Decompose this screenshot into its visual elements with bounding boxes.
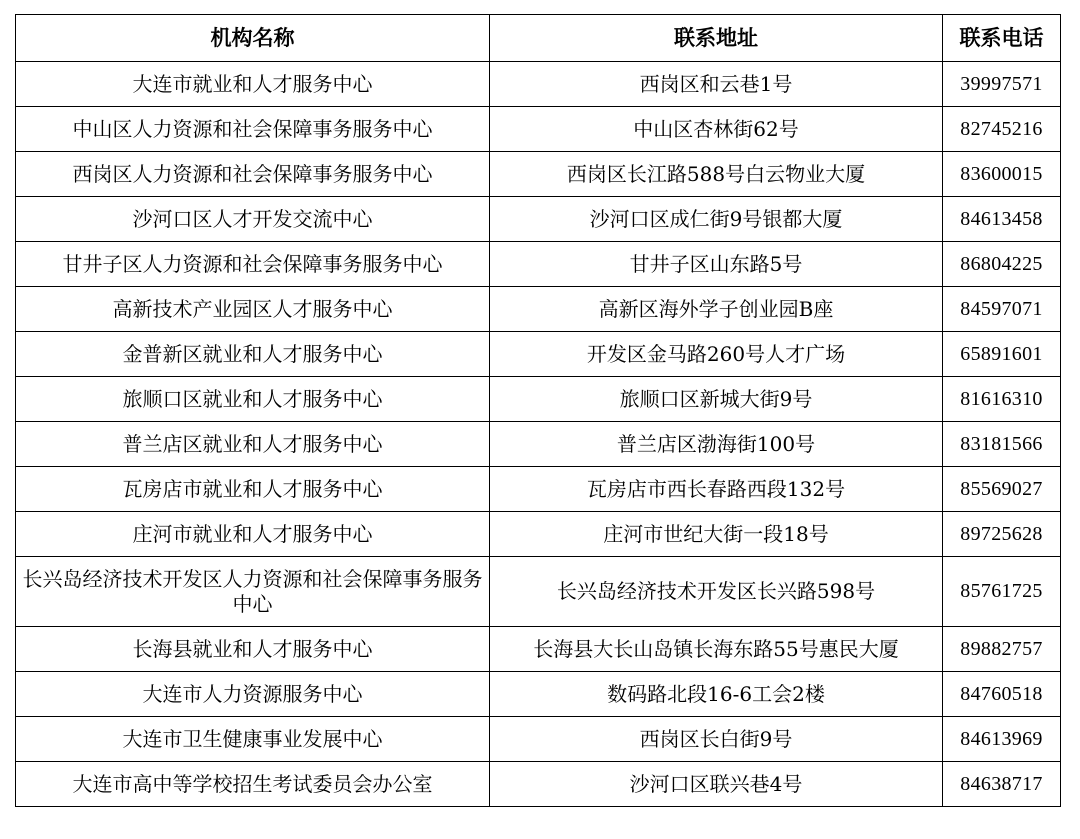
org-phone: 83181566 bbox=[943, 422, 1061, 467]
table-row bbox=[16, 512, 1061, 557]
table-row bbox=[16, 152, 1061, 197]
org-address: 西岗区长江路588号白云物业大厦 bbox=[490, 152, 943, 197]
table-row bbox=[16, 672, 1061, 717]
org-address: 中山区杏林街62号 bbox=[490, 107, 943, 152]
table-row bbox=[16, 107, 1061, 152]
org-name: 长兴岛经济技术开发区人力资源和社会保障事务服务中心 bbox=[16, 557, 490, 627]
org-name: 金普新区就业和人才服务中心 bbox=[16, 332, 490, 377]
org-name: 大连市高中等学校招生考试委员会办公室 bbox=[16, 762, 490, 807]
org-phone: 84638717 bbox=[943, 762, 1061, 807]
table-row bbox=[16, 627, 1061, 672]
org-address: 甘井子区山东路5号 bbox=[490, 242, 943, 287]
org-name: 大连市卫生健康事业发展中心 bbox=[16, 717, 490, 762]
org-phone: 84760518 bbox=[943, 672, 1061, 717]
table-row bbox=[16, 242, 1061, 287]
org-phone: 83600015 bbox=[943, 152, 1061, 197]
org-phone: 84613458 bbox=[943, 197, 1061, 242]
header-address: 联系地址 bbox=[490, 15, 943, 62]
org-phone: 85569027 bbox=[943, 467, 1061, 512]
table-row bbox=[16, 717, 1061, 762]
table-row bbox=[16, 287, 1061, 332]
org-address: 旅顺口区新城大街9号 bbox=[490, 377, 943, 422]
org-address: 沙河口区成仁街9号银都大厦 bbox=[490, 197, 943, 242]
org-phone: 85761725 bbox=[943, 557, 1061, 627]
org-name: 大连市就业和人才服务中心 bbox=[16, 62, 490, 107]
org-address: 普兰店区渤海街100号 bbox=[490, 422, 943, 467]
table-row bbox=[16, 62, 1061, 107]
org-address: 西岗区和云巷1号 bbox=[490, 62, 943, 107]
table-row bbox=[16, 422, 1061, 467]
org-address: 沙河口区联兴巷4号 bbox=[490, 762, 943, 807]
org-phone: 82745216 bbox=[943, 107, 1061, 152]
org-address: 庄河市世纪大街一段18号 bbox=[490, 512, 943, 557]
org-name: 中山区人力资源和社会保障事务服务中心 bbox=[16, 107, 490, 152]
table-row bbox=[16, 377, 1061, 422]
org-phone: 89725628 bbox=[943, 512, 1061, 557]
header-row bbox=[16, 15, 1061, 62]
table-row bbox=[16, 762, 1061, 807]
org-name: 大连市人力资源服务中心 bbox=[16, 672, 490, 717]
org-name: 普兰店区就业和人才服务中心 bbox=[16, 422, 490, 467]
header-phone: 联系电话 bbox=[943, 15, 1061, 62]
org-name: 旅顺口区就业和人才服务中心 bbox=[16, 377, 490, 422]
org-address: 数码路北段16-6工会2楼 bbox=[490, 672, 943, 717]
org-phone: 65891601 bbox=[943, 332, 1061, 377]
org-phone: 84597071 bbox=[943, 287, 1061, 332]
table-row bbox=[16, 467, 1061, 512]
org-name: 西岗区人力资源和社会保障事务服务中心 bbox=[16, 152, 490, 197]
org-name: 高新技术产业园区人才服务中心 bbox=[16, 287, 490, 332]
org-address: 开发区金马路260号人才广场 bbox=[490, 332, 943, 377]
table-row bbox=[16, 557, 1061, 627]
org-name: 瓦房店市就业和人才服务中心 bbox=[16, 467, 490, 512]
org-name: 长海县就业和人才服务中心 bbox=[16, 627, 490, 672]
org-name: 沙河口区人才开发交流中心 bbox=[16, 197, 490, 242]
org-phone: 81616310 bbox=[943, 377, 1061, 422]
org-name: 甘井子区人力资源和社会保障事务服务中心 bbox=[16, 242, 490, 287]
org-address: 高新区海外学子创业园B座 bbox=[490, 287, 943, 332]
org-address: 长兴岛经济技术开发区长兴路598号 bbox=[490, 557, 943, 627]
org-address: 瓦房店市西长春路西段132号 bbox=[490, 467, 943, 512]
org-phone: 89882757 bbox=[943, 627, 1061, 672]
org-address: 长海县大长山岛镇长海东路55号惠民大厦 bbox=[490, 627, 943, 672]
org-phone: 86804225 bbox=[943, 242, 1061, 287]
org-phone: 39997571 bbox=[943, 62, 1061, 107]
org-name: 庄河市就业和人才服务中心 bbox=[16, 512, 490, 557]
org-phone: 84613969 bbox=[943, 717, 1061, 762]
contacts-table bbox=[15, 14, 1061, 807]
table-row bbox=[16, 332, 1061, 377]
table-row bbox=[16, 197, 1061, 242]
org-address: 西岗区长白街9号 bbox=[490, 717, 943, 762]
header-name: 机构名称 bbox=[16, 15, 490, 62]
